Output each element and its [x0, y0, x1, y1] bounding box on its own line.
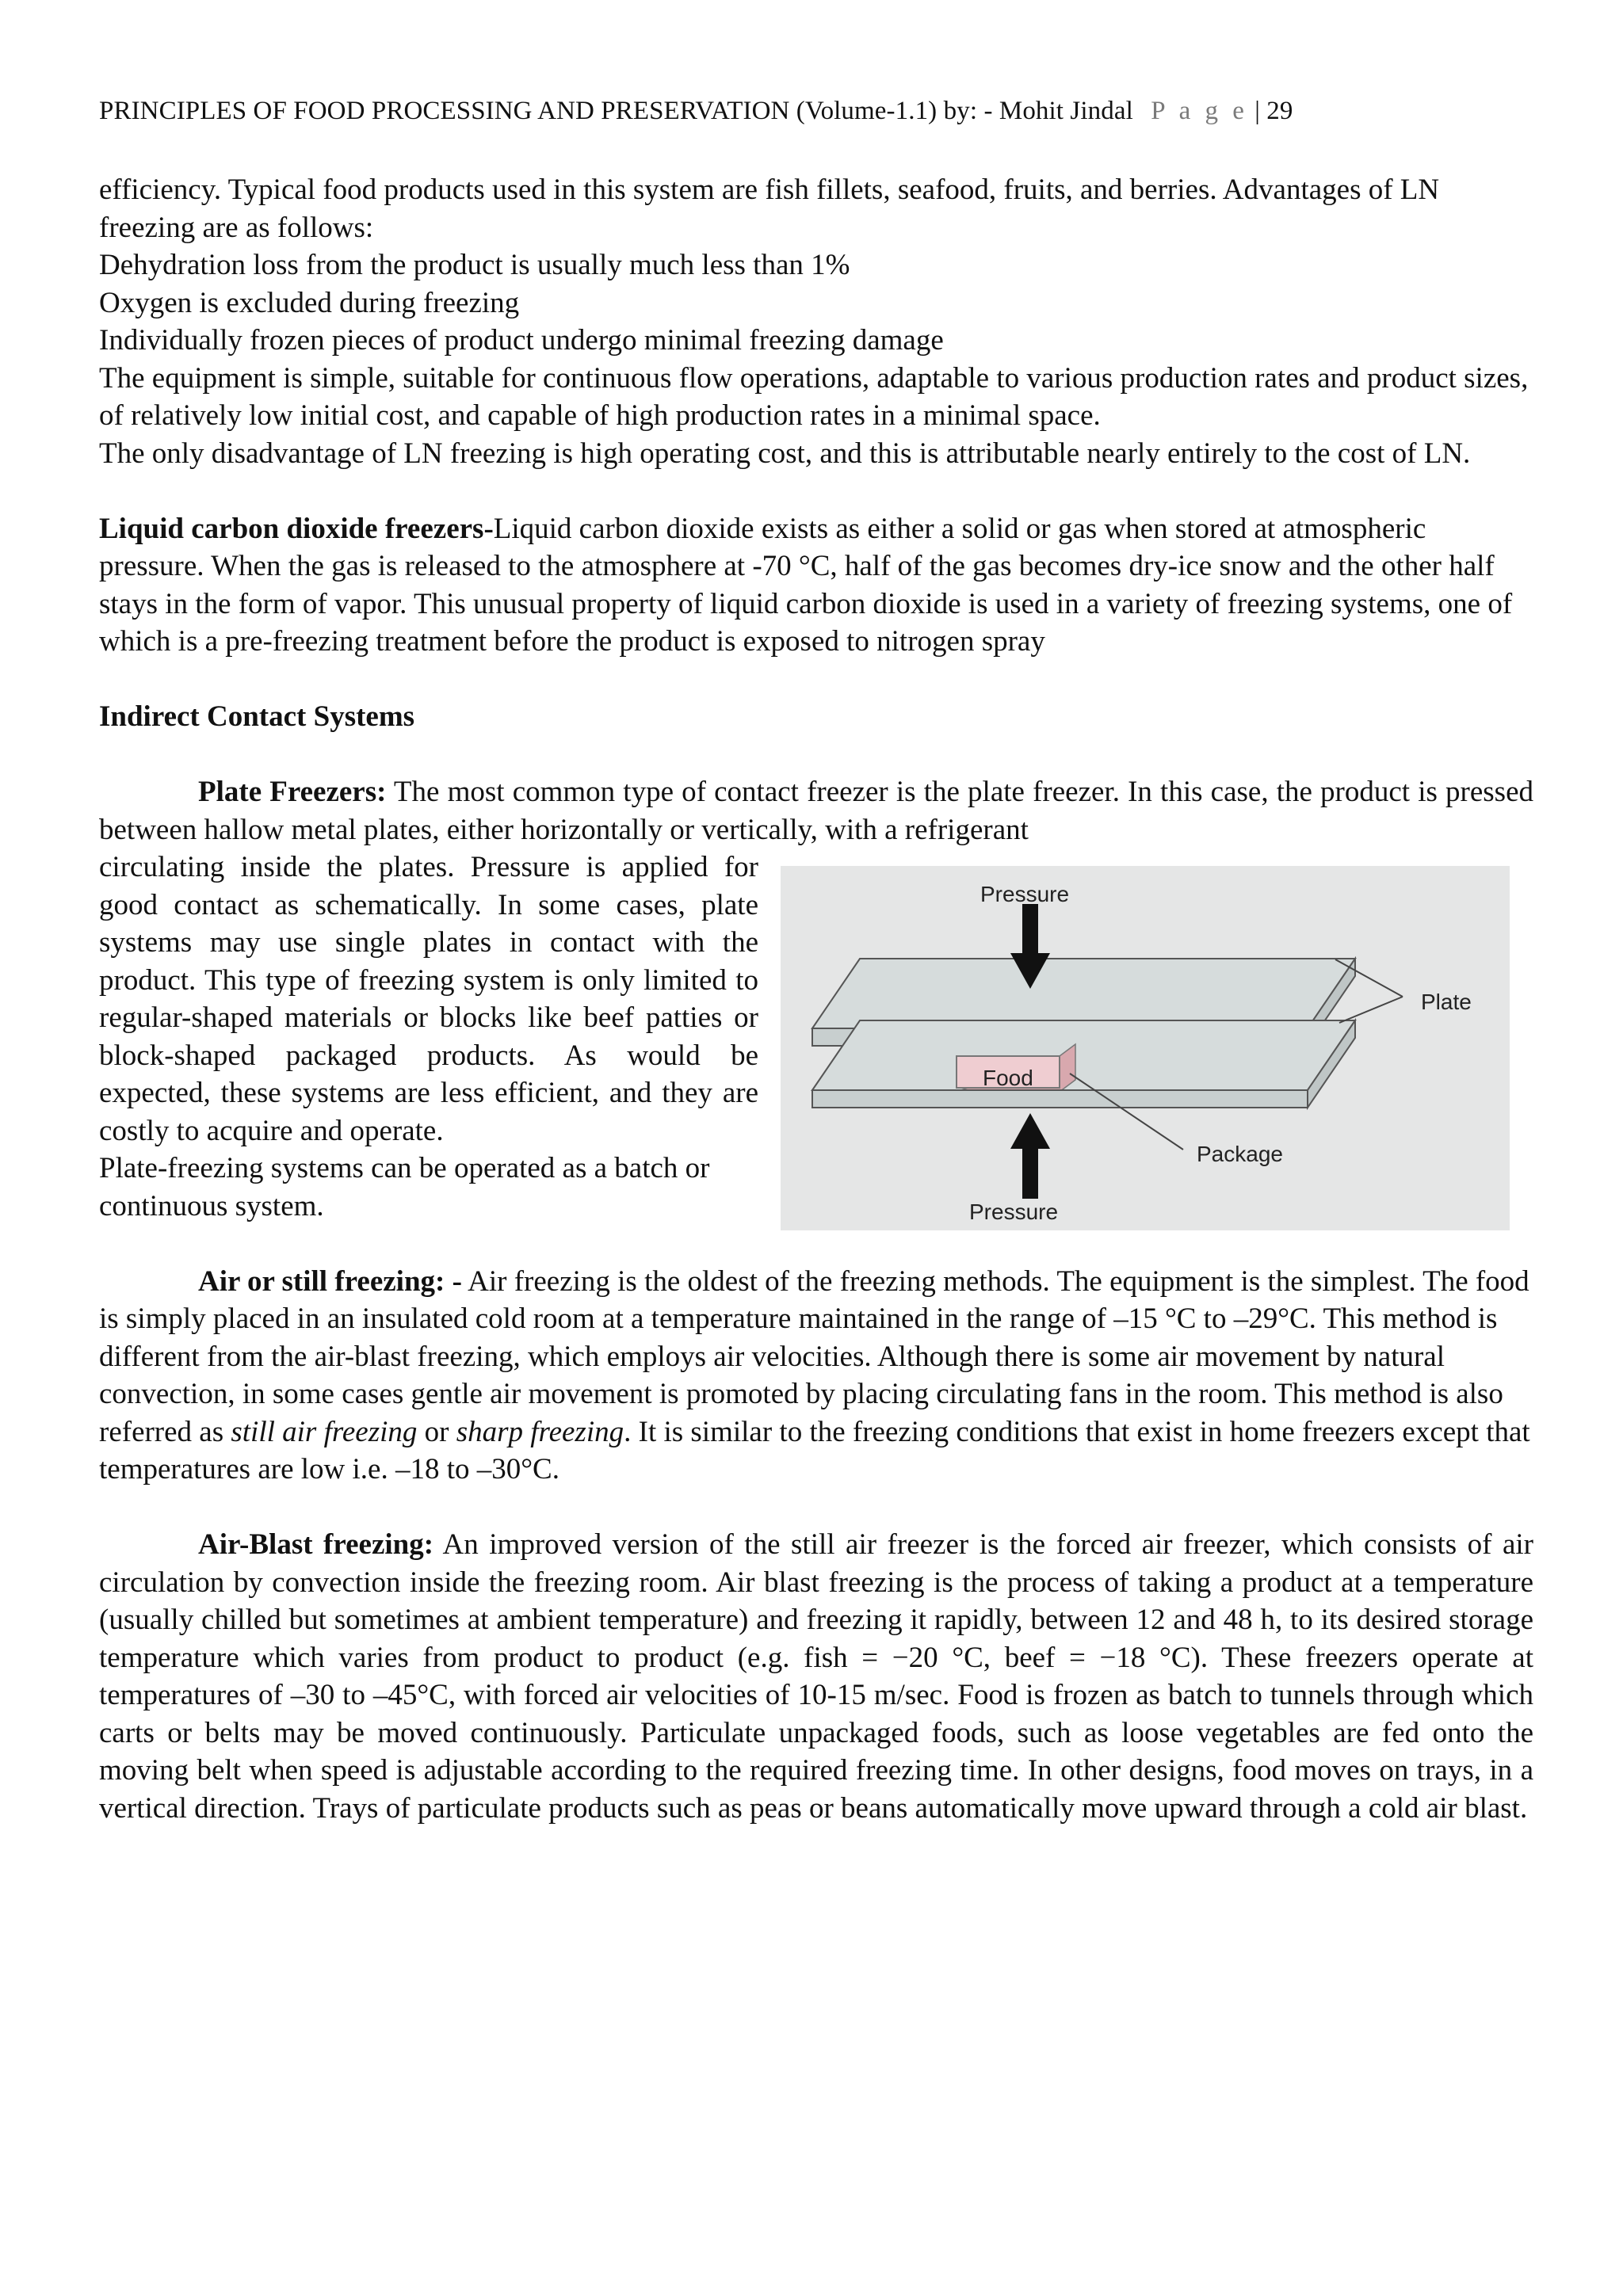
plate-heading: Plate Freezers: — [198, 776, 387, 808]
label-package: Package — [1197, 1142, 1283, 1166]
label-plate: Plate — [1421, 990, 1472, 1014]
still-air-term: still air freezing — [231, 1415, 418, 1448]
intro-paragraph: efficiency. Typical food products used in this system are fish fillets, seafood, fruits, and berries. Advantages of LN freezing are as follows: — [99, 174, 1440, 244]
advantage-item: The equipment is simple, suitable for continuous flow operations, adaptable to various production rates and product sizes, of relatively low initial cost, and capable of high production rates in a minimal space. — [99, 361, 1529, 432]
header-title: PRINCIPLES OF FOOD PROCESSING AND PRESERVATION (Volume-1.1) by: - Mohit Jindal — [99, 97, 1133, 125]
blast-text: An improved version of the still air freezer is the forced air freezer, which consists of air circulation by convection inside the freezing room. Air blast freezing is the process of taking a product at a temperature (usually chilled but sometimes at ambient temperature) and freezing it rapidly, between 12 and 48 h, to its desired storage temperature which varies from product to product (e.g. fish = −20 °C, beef = −18 °C). These freezers operate at temperatures of –30 to –45°C, with forced air velocities of 10-15 m/sec. Food is frozen as batch to tunnels through which carts or belts may be moved continuously. Particulate unpackaged foods, such as loose vegetables are fed onto the moving belt when speed is adjustable according to the required freezing time. In other designs, food moves on trays, in a vertical direction. Trays of particulate products such as peas or beans automatically move upward through a cold air blast. — [99, 1528, 1533, 1825]
advantage-item: Dehydration loss from the product is usually much less than 1% — [99, 249, 850, 281]
label-pressure-top: Pressure — [980, 882, 1070, 906]
co2-text: Liquid carbon dioxide exists as either a solid or gas when stored at atmospheric pressure. When the gas is released to the atmosphere at -70 °C, half of the gas becomes dry-ice snow and the other half stays in the form of vapor. This unusual property of liquid carbon dioxide is used in a variety of freezing systems, one of which is a pre-freezing treatment before the product is exposed to nitrogen spray — [99, 512, 1513, 658]
plate-paragraph — [99, 773, 1533, 849]
air-freezing-paragraph: Air or still freezing: - Air freezing is the oldest of the freezing methods. The equipment is the simplest. The food is simply placed in an insulated cold room at a temperature maintained in the range of –15 °C to –29°C. This method is different from the air-blast freezing, which employs air velocities. Although there is some air movement by natural convection, in some cases gentle air movement is promoted by placing circulating fans in the room. This method is also referred as still air freezing or sharp freezing. It is similar to the freezing conditions that exist in home freezers except that temperatures are low i.e. –18 to –30°C. — [99, 1264, 1530, 1486]
sharp-freezing-term: sharp freezing — [456, 1415, 624, 1448]
section-heading: Indirect Contact Systems — [99, 700, 415, 733]
advantage-item: Oxygen is excluded during freezing — [99, 286, 520, 319]
header-page-number: | 29 — [1254, 97, 1293, 125]
disadvantage-paragraph: The only disadvantage of LN freezing is high operating cost, and this is attributable nearly entirely to the cost of LN. — [99, 437, 1471, 470]
air-heading: Air or still freezing: - — [198, 1264, 462, 1298]
pressure-arrow-up — [1010, 1113, 1050, 1199]
plate-intro-text: The most common type of contact freezer is the plate freezer. In this case, the product is pressed between hallow metal plates, either horizontally or vertically, with a refrigerant — [99, 776, 1533, 846]
bottom-plate-front — [812, 1090, 1308, 1108]
co2-heading: Liquid carbon dioxide freezers- — [99, 512, 494, 545]
label-food: Food — [983, 1066, 1033, 1090]
document-body — [99, 171, 1533, 1827]
plate-freezer-svg — [781, 866, 1510, 1230]
bottom-plate — [812, 1020, 1355, 1090]
label-pressure-bottom: Pressure — [969, 1199, 1059, 1224]
top-plate — [812, 959, 1355, 1028]
plate-leader-bottom — [1339, 997, 1403, 1023]
plate-freezer-diagram — [781, 866, 1510, 1230]
header-page-word: P a g e — [1151, 97, 1248, 125]
page-header — [99, 97, 1293, 126]
blast-heading: Air-Blast freezing: — [198, 1528, 434, 1561]
plate-figure-row — [99, 849, 1533, 1225]
plate-side-text: circulating inside the plates. Pressure is applied for good contact as schematically. In some cases, plate systems may use single plates in contact with the product. This type of freezing system is only limited to regular-shaped materials or blocks like beef patties or block-shaped packaged products. As would be expected, these systems are less efficient, and they are costly to acquire and operate. Plate-freezing systems can be operated as a batch or continuous system. — [99, 851, 758, 1222]
co2-paragraph — [99, 510, 1533, 661]
air-blast-paragraph — [99, 1526, 1533, 1827]
advantage-item: Individually frozen pieces of product undergo minimal freezing damage — [99, 324, 944, 357]
